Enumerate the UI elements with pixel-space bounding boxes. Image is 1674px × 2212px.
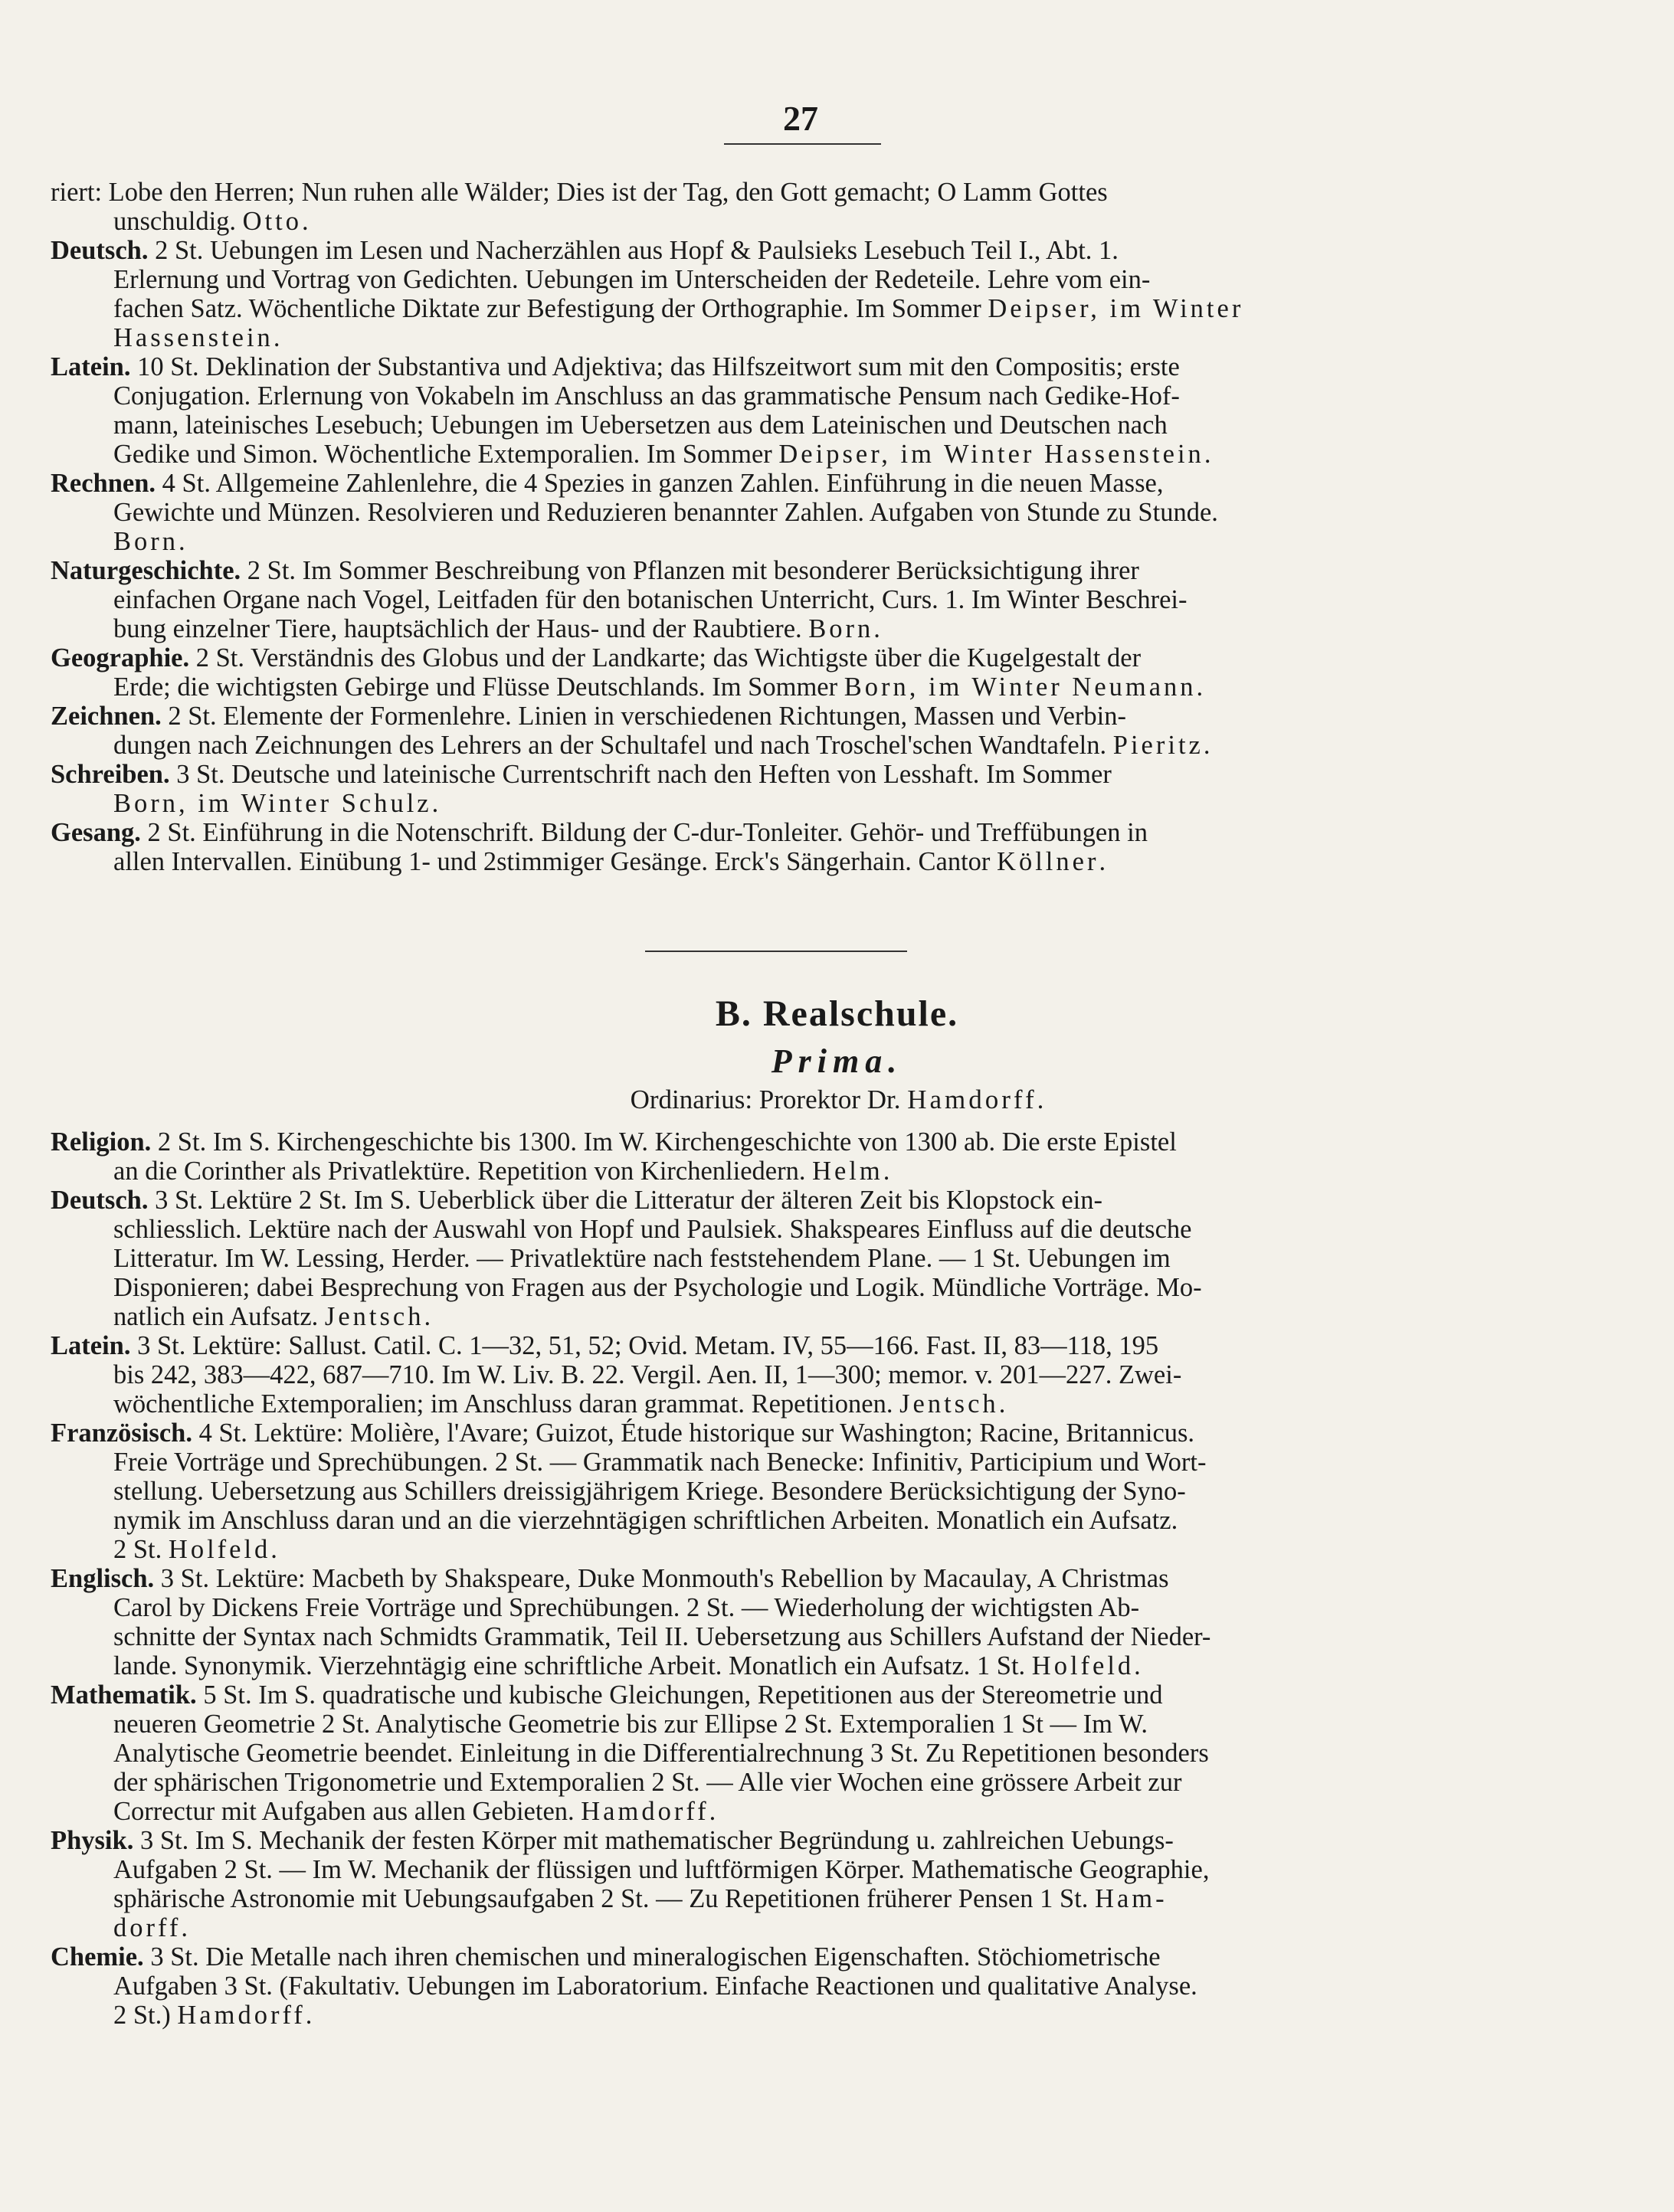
paragraph-text: 3 St. Die Metalle nach ihren chemischen und mineralogischen Eigenschaften. Stöchiometrische Aufgaben 3 St. (Fakultativ. Uebungen im Laboratorium. Einfache Reactionen und qualitative Analyse. 2 St.) [113, 1942, 1197, 2030]
paragraph-tail: . [181, 1913, 188, 1942]
teacher-name: Born, im Winter Schulz [113, 789, 432, 818]
subject-paragraph [51, 1186, 1564, 1331]
subject-paragraph [51, 1127, 1564, 1186]
paragraph-text: 2 St. Im S. Kirchengeschichte bis 1300. Im W. Kirchengeschichte von 1300 ab. Die erste Epistel an die Corinther als Privatlektüre. Repetition von Kirchenliedern. [113, 1127, 1177, 1186]
teacher-name: Otto [242, 207, 303, 236]
subject-name: Latein. [51, 1331, 131, 1360]
subject-name: Mathematik. [51, 1680, 197, 1710]
paragraph-tail: . [431, 789, 439, 818]
paragraph-text: 3 St. Lektüre: Macbeth by Shakspeare, Duke Monmouth's Rebellion by Macaulay, A Christmas Carol by Dickens Freie Vorträge und Sprechübungen. 2 St. — Wiederholung der wichtigsten Ab- schnitte der Syntax nach Schmidts Grammatik, Teil II. Uebersetzung aus Schillers Aufstand der Nieder- lande. Synonymik. Vierzehntägig eine schriftliche Arbeit. Monatlich ein Aufsatz. 1 St. [113, 1564, 1211, 1680]
subject-paragraph [51, 1331, 1564, 1418]
paragraph-text: 3 St. Deutsche und lateinische Currentschrift nach den Heften von Lesshaft. Im Sommer [176, 760, 1112, 789]
subject-paragraph [51, 1942, 1564, 2030]
teacher-name: Ham- dorff [113, 1884, 1168, 1942]
subject-name: Physik. [51, 1826, 134, 1855]
paragraph-text: 4 St. Lektüre: Molière, l'Avare; Guizot, Étude historique sur Washington; Racine, Britannicus. Freie Vorträge und Sprechübungen. 2 St. — Grammatik nach Benecke: Infinitiv, Participium und Wort- stellung. Uebersetzung aus Schillers dreissigjährigem Kriege. Besondere Berücksichtigung der Syno- nymik im Anschluss daran und an die vierzehntägigen schriftlichen Arbeiten. Monatlich ein Aufsatz. 2 St. [113, 1418, 1207, 1564]
teacher-name: Holfeld [168, 1535, 271, 1564]
subject-paragraph [51, 469, 1564, 556]
subject-name: Rechnen. [51, 469, 156, 498]
paragraph-tail: . [1203, 731, 1210, 760]
teacher-name: Jentsch [899, 1389, 999, 1418]
paragraph-tail: . [1134, 1651, 1141, 1680]
subject-paragraph [51, 556, 1564, 643]
subject-paragraph [51, 702, 1564, 760]
page-number-rule [724, 143, 881, 145]
ordinarius-tail: . [1037, 1085, 1044, 1114]
teacher-name: Köllner [997, 847, 1099, 876]
section-title: B. Realschule. [715, 993, 959, 1034]
paragraph-text: 3 St. Lektüre: Sallust. Catil. C. 1—32, 51, 52; Ovid. Metam. IV, 55—166. Fast. II, 83—118, 195 bis 242, 383—422, 687—710. Im W. Liv. B. 22. Vergil. Aen. II, 1—300; memor. v. 201—227. Zwei- wöchentliche Extemporalien; im Anschluss daran grammat. Repetitionen. [113, 1331, 1182, 1418]
teacher-name: Born [808, 614, 874, 643]
paragraph-tail: . [1196, 672, 1204, 702]
paragraph-text: 4 St. Allgemeine Zahlenlehre, die 4 Spezies in ganzen Zahlen. Einführung in die neuen Masse, Gewichte und Münzen. Resolvieren und Reduzieren benannter Zahlen. Aufgaben von Stunde zu Stunde. [113, 469, 1218, 527]
teacher-name: Born, im Winter Neumann [844, 672, 1197, 702]
teacher-name: Pieritz [1112, 731, 1204, 760]
subject-name: Schreiben. [51, 760, 170, 789]
subject-name: Deutsch. [51, 236, 149, 265]
teacher-name: Hamdorff [581, 1797, 709, 1826]
paragraph-text: 2 St. Einführung in die Notenschrift. Bildung der C-dur-Tonleiter. Gehör- und Treffübungen in allen Intervallen. Einübung 1- und 2stimmiger Gesänge. Erck's Sängerhain. Cantor [113, 818, 1148, 876]
teacher-name: Helm [812, 1157, 883, 1186]
paragraph-tail: . [270, 1535, 277, 1564]
paragraph-tail: . [1204, 440, 1211, 469]
teacher-name: Deipser, im Winter Hassenstein [113, 294, 1244, 352]
teacher-name: Jentsch [324, 1302, 424, 1331]
paragraph-tail: . [883, 1157, 890, 1186]
paragraph-text: 2 St. Elemente der Formenlehre. Linien in verschiedenen Richtungen, Massen und Verbin- dungen nach Zeichnungen des Lehrers an der Schultafel und nach Troschel'schen Wandtafeln. [113, 702, 1126, 760]
paragraph-text: 3 St. Lektüre 2 St. Im S. Ueberblick über die Litteratur der älteren Zeit bis Klopstock ein- schliesslich. Lektüre nach der Auswahl von Hopf und Paulsiek. Shakspeares Einfluss auf die deutsche Litteratur. Im W. Lessing, Herder. — Privatlektüre nach feststehendem Plane. — 1 St. Uebungen im Disponieren; dabei Besprechung von Fragen aus der Psychologie und Logik. Mündliche Vorträge. Mo- natlich ein Aufsatz. [113, 1186, 1202, 1331]
prima-curriculum [51, 1127, 1564, 2030]
paragraph-text: 2 St. Uebungen im Lesen und Nacherzählen aus Hopf & Paulsieks Lesebuch Teil I., Abt. 1. Erlernung und Vortrag von Gedichten. Uebungen im Unterscheiden der Redeteile. Lehre vom ein- fachen Satz. Wöchentliche Diktate zur Befestigung der Orthographie. Im Sommer [113, 236, 1151, 323]
subject-paragraph [51, 1826, 1564, 1942]
paragraph-text: 3 St. Im S. Mechanik der festen Körper mit mathematischer Begründung u. zahlreichen Uebungs- Aufgaben 2 St. — Im W. Mechanik der flüssigen und luftförmigen Körper. Mathematische Geographie, sphärische Astronomie mit Uebungsaufgaben 2 St. — Zu Repetitionen früherer Pensen 1 St. [113, 1826, 1210, 1913]
subject-name: Gesang. [51, 818, 141, 847]
subject-paragraph [51, 643, 1564, 702]
subject-paragraph [51, 818, 1564, 876]
teacher-name: Holfeld [1031, 1651, 1135, 1680]
subject-name: Latein. [51, 352, 131, 381]
teacher-name: Hamdorff [177, 2001, 306, 2030]
paragraph-text: 2 St. Verständnis des Globus und der Landkarte; das Wichtigste über die Kugelgestalt der Erde; die wichtigsten Gebirge und Flüsse Deutschlands. Im Sommer [113, 643, 1142, 702]
ordinarius-label: Ordinarius: Prorektor Dr. [630, 1085, 908, 1114]
subject-name: Zeichnen. [51, 702, 162, 731]
paragraph-text: 2 St. Im Sommer Beschreibung von Pflanzen mit besonderer Berücksichtigung ihrer einfachen Organe nach Vogel, Leitfaden für den botanischen Unterricht, Curs. 1. Im Winter Beschrei- bung einzelner Tiere, hauptsächlich der Haus- und der Raubtiere. [113, 556, 1188, 643]
section-divider [645, 951, 907, 952]
ordinarius-name: Hamdorff [907, 1085, 1037, 1114]
subject-paragraph [51, 760, 1564, 818]
paragraph-tail: . [709, 1797, 716, 1826]
subject-paragraph [51, 1418, 1564, 1564]
subject-name: Geographie. [51, 643, 190, 672]
paragraph-tail: . [305, 2001, 313, 2030]
subject-name: Deutsch. [51, 1186, 149, 1215]
paragraph-tail: . [179, 527, 185, 556]
paragraph-tail: . [424, 1302, 431, 1331]
ordinarius-line [0, 1085, 1674, 1115]
subject-paragraph [51, 1680, 1564, 1826]
page-number: 27 [783, 99, 818, 138]
lower-class-curriculum [51, 178, 1564, 876]
paragraph-tail: . [302, 207, 309, 236]
subject-name: Chemie. [51, 1942, 144, 1971]
subject-paragraph [51, 236, 1564, 352]
paragraph-text: 5 St. Im S. quadratische und kubische Gleichungen, Repetitionen aus der Stereometrie und neueren Geometrie 2 St. Analytische Geometrie bis zur Ellipse 2 St. Extemporalien 1 St — Im W. Analytische Geometrie beendet. Einleitung in die Differentialrechnung 3 St. Zu Repetitionen besonders der sphärischen Trigonometrie und Extemporalien 2 St. — Alle vier Wochen eine grössere Arbeit zur Correctur mit Aufgaben aus allen Gebieten. [113, 1680, 1209, 1826]
paragraph-tail: . [273, 323, 280, 352]
subject-name: Naturgeschichte. [51, 556, 241, 585]
subject-name: Religion. [51, 1127, 152, 1157]
paragraph-text: riert: Lobe den Herren; Nun ruhen alle Wälder; Dies ist der Tag, den Gott gemacht; O Lamm Gottes unschuldig. [51, 178, 1108, 236]
teacher-name: Born [113, 527, 179, 556]
paragraph-text: 10 St. Deklination der Substantiva und Adjektiva; das Hilfszeitwort sum mit den Compositis; erste Conjugation. Erlernung von Vokabeln im Anschluss an das grammatische Pensum nach Gedike-Hof- mann, lateinisches Lesebuch; Uebungen im Uebersetzen aus dem Lateinischen und Deutschen nach Gedike und Simon. Wöchentliche Extemporalien. Im Sommer [113, 352, 1180, 469]
subject-name: Englisch. [51, 1564, 155, 1593]
subject-name: Französisch. [51, 1418, 192, 1448]
paragraph-tail: . [1099, 847, 1106, 876]
teacher-name: Deipser, im Winter Hassenstein [778, 440, 1204, 469]
paragraph-tail: . [998, 1389, 1006, 1418]
subject-paragraph [51, 1564, 1564, 1680]
subject-paragraph [51, 352, 1564, 469]
subsection-title: Prima. [771, 1042, 903, 1080]
subject-paragraph [51, 178, 1564, 236]
paragraph-tail: . [873, 614, 880, 643]
